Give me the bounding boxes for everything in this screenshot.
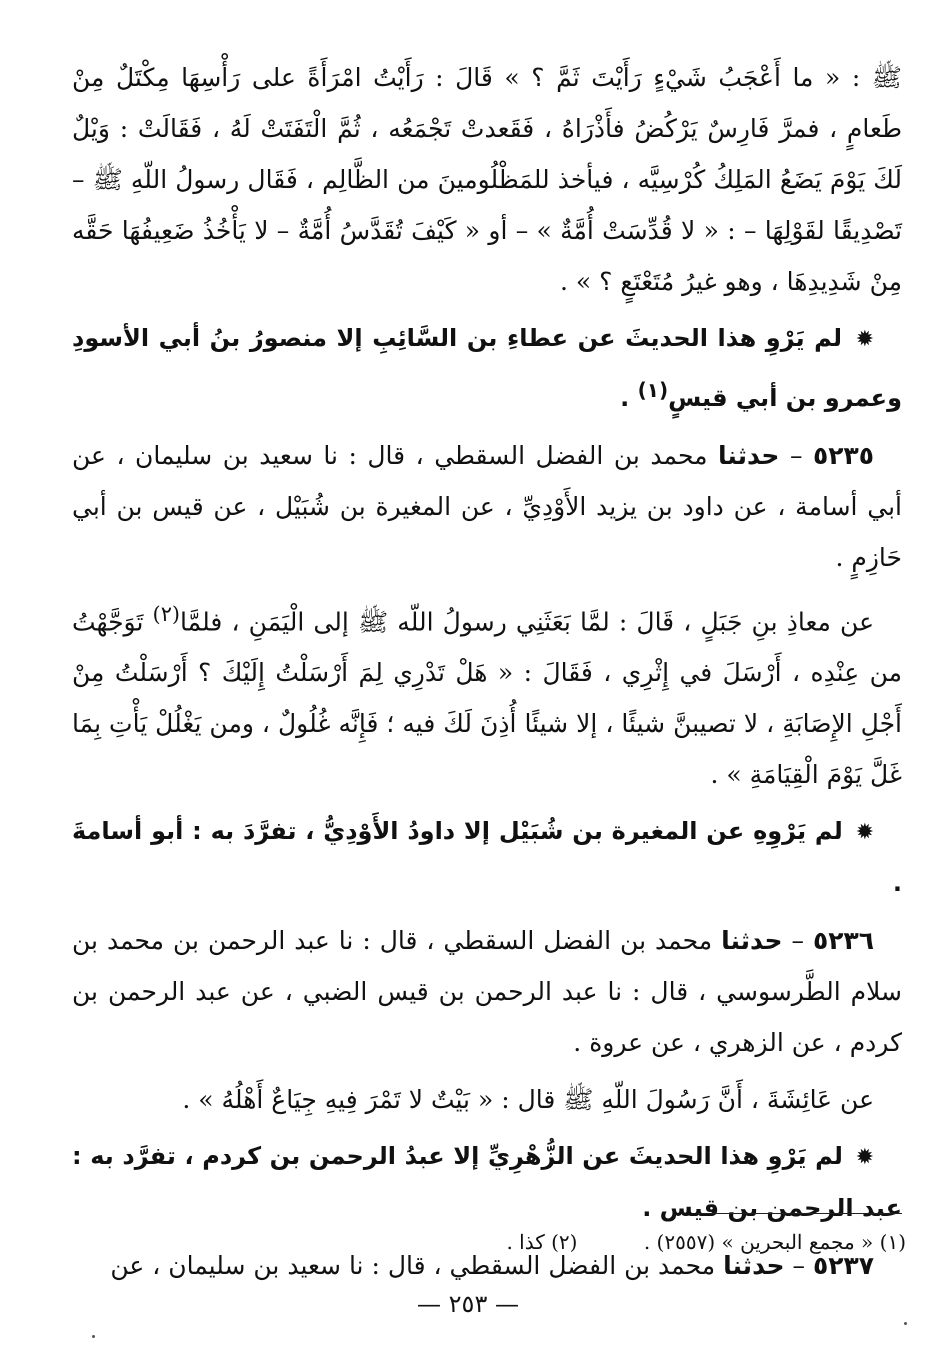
note-end: . (620, 384, 638, 412)
hadith-number: ٥٢٣٥ (812, 441, 874, 470)
note-text: لم يَرْوِ هذا الحديثَ عن عطاءِ بن السَّائِبِ إلا منصورُ بنُ أبي الأسودِ وعمرو بن أبي قيسٍ (72, 324, 902, 412)
asterisk-icon: ✹ (855, 820, 874, 846)
paragraph-matn-5236 (72, 1074, 902, 1125)
paragraph-note-1 (72, 313, 902, 424)
asterisk-icon: ✹ (855, 327, 874, 352)
asterisk-icon: ✹ (855, 1145, 874, 1171)
footnote-divider (696, 1213, 902, 1214)
hadith-dash: – (779, 441, 813, 470)
footnote-1: (١) « مجمع البحرين » (٢٥٥٧) . (643, 1230, 906, 1254)
paragraph-note-2 (72, 806, 902, 909)
footnote-ref-2: (٢) (152, 602, 181, 626)
footnote-ref-1: (١) (637, 378, 669, 402)
paragraph-hadith-continuation (72, 52, 902, 307)
haddathana-label: حدثنا (717, 441, 780, 470)
paragraph-hadith-5236 (72, 915, 902, 1068)
matn-text: عن معاذِ بنِ جَبَلٍ ، قَالَ : لمَّا بَعَثَنِي رسولُ اللّه ﷺ إلى الْيَمَنِ ، فلمَّا (180, 607, 874, 637)
paragraph-text: ﷺ : « ما أَعْجَبُ شَيْءٍ رَأَيْتَ ثَمَّ ؟ » قَالَ : رَأَيْتُ امْرَأَةً على رَأْسِهَا مِكْتَلٌ مِنْ طَعامٍ ، فمرَّ فَارِسٌ يَرْكُضُ فأَذْرَاهُ ، فَقَعدتْ تَجْمَعُه ، ثُمَّ الْتَفَتَتْ لَهُ ، فَقَالَتْ : وَيْلٌ لَكَ يَوْمَ يَضَعُ المَلِكُ كُرْسِيَّه ، فيأخذ للمَظْلُومينَ من الظَّالِم ، فَقَال رسولُ اللّهِ ﷺ – تَصْدِيقًا لقَوْلِهَا – : « لا قُدِّسَتْ أُمَّةٌ » – أو « كَيْفَ تُقَدَّسُ أُمَّةٌ – لا يَأْخُذُ ضَعِيفُهَا حَقَّه مِنْ شَدِيدِهَا ، وهو غيرُ مُتَعْتَعٍ ؟ » . (72, 63, 902, 296)
isnad-text: محمد بن الفضل السقطي ، قال : نا سعيد بن سليمان ، عن أبي أسامة ، عن داود بن يزيد الأَوْدِيِّ ، عن المغيرة بن شُبَيْل ، عن قيس بن أبي حَازِمٍ . (72, 441, 902, 572)
note-text: لم يَرْوِ هذا الحديثَ عن الزُّهْرِيِّ إلا عبدُ الرحمن بن كردم ، تفرَّد به : عبد الرحمن بن قيس . (72, 1142, 902, 1223)
scan-speck (904, 1322, 907, 1325)
haddathana-label: حدثنا (721, 926, 783, 956)
main-text (72, 52, 902, 1297)
paragraph-hadith-5235 (72, 430, 902, 583)
paragraph-matn-5235 (72, 589, 902, 800)
scan-speck (92, 1335, 95, 1338)
hadith-dash: – (784, 1251, 813, 1281)
note-text: لم يَرْوِهِ عن المغيرة بن شُبَيْل إلا داودُ الأَوْدِيُّ ، تفرَّدَ به : أبو أسامةَ . (72, 817, 902, 898)
isnad-text: محمد بن الفضل السقطي ، قال : نا عبد الرحمن بن محمد بن سلام الطَّرسوسي ، قال : نا عبد الرحمن بن قيس الضبي ، عن عبد الرحمن بن كردم ، عن الزهري ، عن عروة . (72, 926, 902, 1058)
paragraph-note-3 (72, 1131, 902, 1234)
matn-text: عن عَائِشَةَ ، أَنَّ رَسُولَ اللّهِ ﷺ قال : « بَيْتٌ لا تَمْرَ فِيهِ جِيَاعٌ أَهْلُهُ » . (182, 1085, 874, 1115)
footnotes (46, 1230, 906, 1254)
matn-text-cont: تَوَجَّهْتُ من عِنْدِه ، أَرْسَلَ في إِثْرِي ، فَقَالَ : « هَلْ تَدْرِي لِمَ أَرْسَلْتُ إِلَيْكَ ؟ أَرْسَلْتُ مِنْ أَجْلِ الإِصَابَةِ ، لا تصيبنَّ شيئًا ، إلا شيئًا أُذِنَ لَكَ فيه ؛ فَإِنَّه غُلُولٌ ، ومن يَغْلُلْ يَأْتِ بِمَا غَلَّ يَوْمَ الْقِيَامَةِ » . (72, 607, 902, 790)
isnad-text: محمد بن الفضل السقطي ، قال : نا سعيد بن سليمان ، عن (110, 1251, 724, 1281)
hadith-number: ٥٢٣٦ (812, 926, 874, 956)
footnote-2: (٢) كذا . (506, 1230, 578, 1254)
hadith-dash: – (782, 926, 813, 956)
haddathana-label: حدثنا (723, 1251, 785, 1281)
hadith-number: ٥٢٣٧ (812, 1251, 874, 1281)
page-number: — ٢٥٣ — (417, 1290, 519, 1318)
